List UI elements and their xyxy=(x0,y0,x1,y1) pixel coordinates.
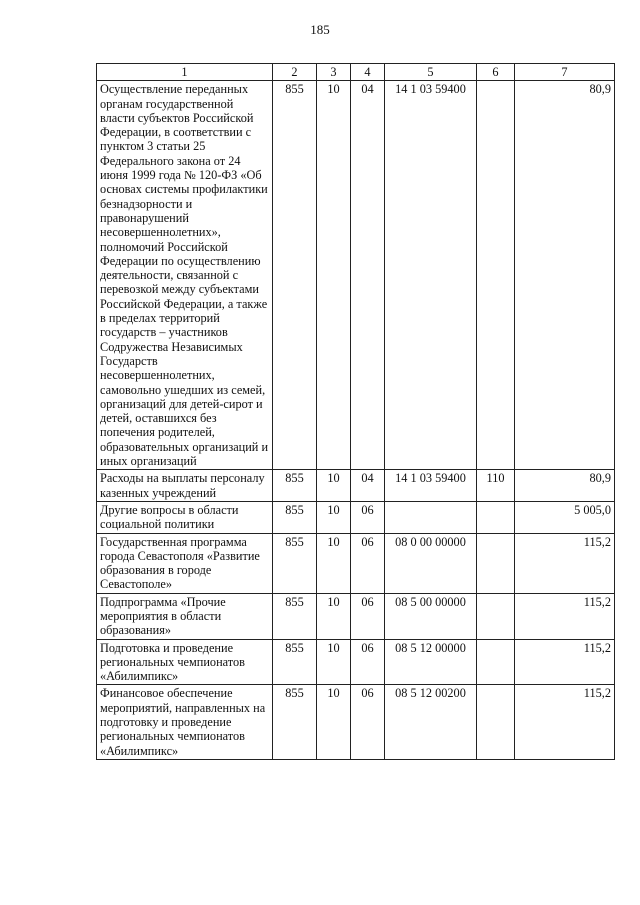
table-row xyxy=(97,639,615,685)
row-pr: 06 xyxy=(351,639,385,685)
row-name: Государственная программа города Севастополя «Развитие образования в городе Севастополе» xyxy=(97,533,273,593)
column-header: 5 xyxy=(385,64,477,81)
table-row xyxy=(97,593,615,639)
row-vr xyxy=(477,81,515,470)
row-name: Другие вопросы в области социальной политики xyxy=(97,501,273,533)
column-header: 7 xyxy=(515,64,615,81)
table-row xyxy=(97,533,615,593)
row-name: Расходы на выплаты персоналу казенных учреждений xyxy=(97,470,273,502)
column-header: 2 xyxy=(273,64,317,81)
row-grbs: 855 xyxy=(273,639,317,685)
row-vr xyxy=(477,639,515,685)
row-sum: 80,9 xyxy=(515,81,615,470)
table-row xyxy=(97,470,615,502)
row-sum: 115,2 xyxy=(515,685,615,759)
row-rz: 10 xyxy=(317,685,351,759)
row-name: Подготовка и проведение региональных чемпионатов «Абилимпикс» xyxy=(97,639,273,685)
row-sum: 5 005,0 xyxy=(515,501,615,533)
row-rz: 10 xyxy=(317,470,351,502)
row-vr: 110 xyxy=(477,470,515,502)
row-vr xyxy=(477,533,515,593)
table-row xyxy=(97,81,615,470)
row-grbs: 855 xyxy=(273,81,317,470)
row-csr: 14 1 03 59400 xyxy=(385,81,477,470)
row-sum: 115,2 xyxy=(515,639,615,685)
row-rz: 10 xyxy=(317,533,351,593)
row-csr: 08 5 12 00200 xyxy=(385,685,477,759)
row-vr xyxy=(477,501,515,533)
row-csr: 08 5 12 00000 xyxy=(385,639,477,685)
row-csr: 14 1 03 59400 xyxy=(385,470,477,502)
column-header: 1 xyxy=(97,64,273,81)
row-vr xyxy=(477,685,515,759)
row-csr: 08 0 00 00000 xyxy=(385,533,477,593)
column-header: 3 xyxy=(317,64,351,81)
table-row xyxy=(97,501,615,533)
row-grbs: 855 xyxy=(273,470,317,502)
column-header: 6 xyxy=(477,64,515,81)
row-pr: 06 xyxy=(351,685,385,759)
table-row xyxy=(97,685,615,759)
row-rz: 10 xyxy=(317,593,351,639)
row-pr: 06 xyxy=(351,533,385,593)
row-rz: 10 xyxy=(317,81,351,470)
row-grbs: 855 xyxy=(273,593,317,639)
budget-table xyxy=(96,63,615,760)
row-csr xyxy=(385,501,477,533)
row-csr: 08 5 00 00000 xyxy=(385,593,477,639)
row-name: Осуществление переданных органам государственной власти субъектов Российской Федерации, в соответствии с пунктом 3 статьи 25 Федерального закона от 24 июня 1999 года № 120-ФЗ «Об основах системы профилактики безнадзорности и правонарушений несовершеннолетних», полномочий Российской Федерации по осуществлению деятельности, связанной с перевозкой между субъектами Российской Федерации, а также в пределах территорий государств – участников Содружества Независимых Государств несовершеннолетних, самовольно ушедших из семей, организаций для детей-сирот и детей, оставшихся без попечения родителей, образовательных организаций и иных организаций xyxy=(97,81,273,470)
row-rz: 10 xyxy=(317,501,351,533)
row-grbs: 855 xyxy=(273,533,317,593)
row-pr: 04 xyxy=(351,470,385,502)
header-row xyxy=(97,64,615,81)
row-vr xyxy=(477,593,515,639)
row-name: Подпрограмма «Прочие мероприятия в области образования» xyxy=(97,593,273,639)
row-grbs: 855 xyxy=(273,685,317,759)
row-pr: 06 xyxy=(351,593,385,639)
row-pr: 04 xyxy=(351,81,385,470)
row-pr: 06 xyxy=(351,501,385,533)
column-header: 4 xyxy=(351,64,385,81)
row-rz: 10 xyxy=(317,639,351,685)
row-sum: 115,2 xyxy=(515,533,615,593)
row-name: Финансовое обеспечение мероприятий, направленных на подготовку и проведение региональных чемпионатов «Абилимпикс» xyxy=(97,685,273,759)
page-number: 185 xyxy=(310,22,330,37)
row-sum: 115,2 xyxy=(515,593,615,639)
row-grbs: 855 xyxy=(273,501,317,533)
row-sum: 80,9 xyxy=(515,470,615,502)
